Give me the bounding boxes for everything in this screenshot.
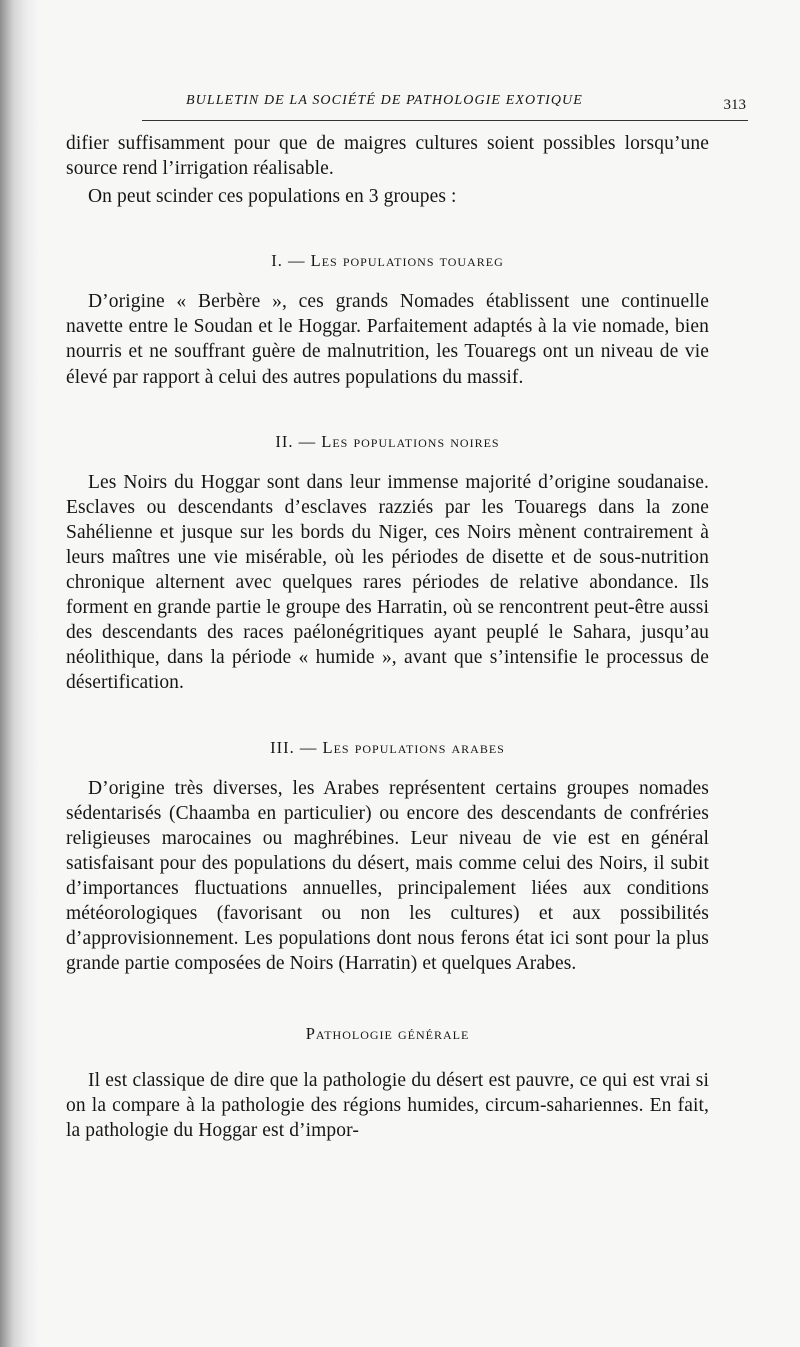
paragraph-continued: difier suffisamment pour que de maigres cultures soient possibles lorsqu’une source rend l’irrigation réalisable. [66, 133, 709, 180]
paragraph-noires: Les Noirs du Hoggar sont dans leur immense majorité d’origine soudanaise. Esclaves ou descendants d’esclaves razziés par les Touaregs dans la zone Sahélienne et jusque sur les bords du Niger, ces Noirs mènent contrairement à leurs maîtres une vie misérable, où les périodes de disette et de sous-nutrition chronique alternent avec quelques rares périodes de relative abondance. Ils forment en grande partie le groupe des Harratin, où se rencontrent peut-être aussi des descendants des races paélonégritiques ayant peuplé le Sahara, jusqu’au néolithique, dans la période « humide », avant que s’intensifie le processus de désertification. [66, 471, 709, 694]
paragraph-touareg: D’origine « Berbère », ces grands Nomades établissent une continuelle navette entre le Soudan et le Hoggar. Parfaitement adaptés à la vie nomade, bien nourris et ne souffrant guère de malnutrition, les Touaregs ont un niveau de vie élevé par rapport à celui des autres populations du massif. [66, 291, 709, 388]
section-heading-touareg: I. — Les populations touareg [271, 251, 504, 271]
page-number: 313 [723, 97, 746, 113]
section-heading-arabes: III. — Les populations arabes [270, 737, 505, 757]
paragraph-pathologie: Il est classique de dire que la pathologie du désert est pauvre, ce qui est vrai si on la compare à la pathologie des régions humides, circum-sahariennes. En fait, la pathologie du Hoggar est d’impor- [66, 1070, 709, 1142]
body-text [66, 131, 709, 1144]
book-binding-shadow [0, 0, 40, 1347]
section-heading-noires: II. — Les populations noires [275, 431, 500, 451]
running-header [142, 90, 748, 121]
running-title: BULLETIN DE LA SOCIÉTÉ DE PATHOLOGIE EXOTIQUE [186, 93, 583, 108]
paragraph-groups-intro: On peut scinder ces populations en 3 groupes : [88, 186, 457, 208]
paragraph-arabes: D’origine très diverses, les Arabes représentent certains groupes nomades sédentarisés (Chaamba en particulier) ou encore des descendants de confréries religieuses marocaines ou maghrébines. Leur niveau de vie est en général satisfaisant pour des populations du désert, mais comme celui des Noirs, il subit d’importances fluctuations annuelles, principalement liées aux conditions météorologiques (favorisant ou non les cultures) et aux possibilités d’approvisionnement. Les populations dont nous ferons état ici sont pour la plus grande partie composées de Noirs (Harratin) et quelques Arabes. [66, 777, 709, 975]
section-heading-pathologie: Pathologie générale [305, 1024, 470, 1044]
